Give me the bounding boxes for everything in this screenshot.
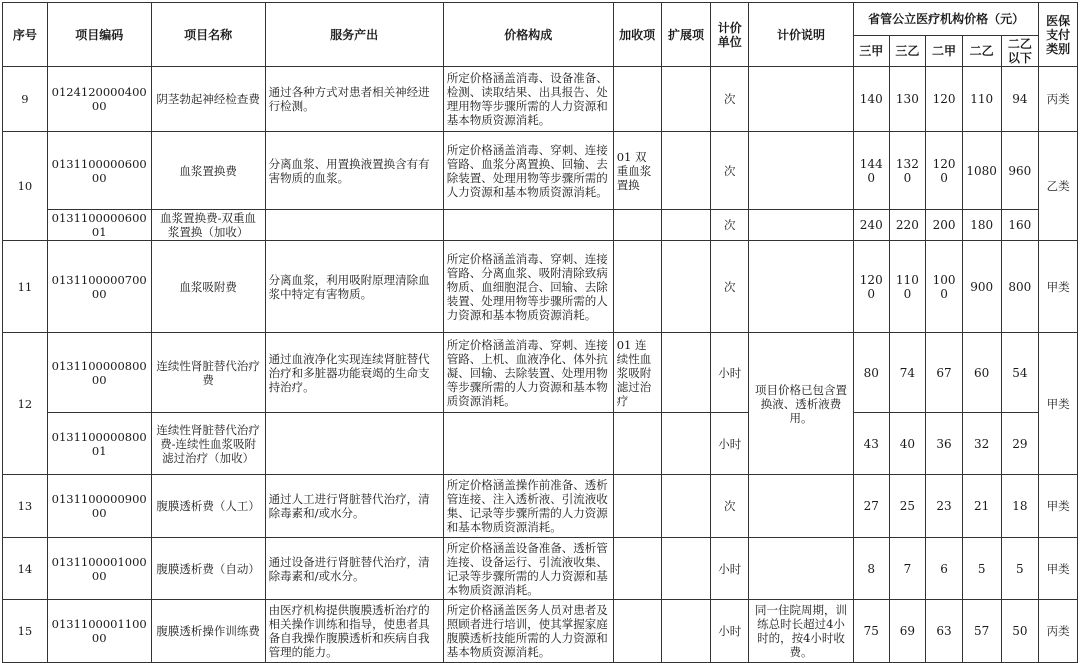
price-table bbox=[2, 2, 1078, 663]
cell-insurance: 丙类 bbox=[1039, 67, 1078, 132]
cell-name: 阴茎勃起神经检查费 bbox=[151, 67, 265, 132]
cell-price: 240 bbox=[853, 210, 889, 241]
cell-seq: 14 bbox=[3, 538, 48, 600]
cell-output: 由医疗机构提供腹膜透析治疗的相关操作训练和指导，使患者具备自我操作腹膜透析和疾病自我管理的能力。 bbox=[265, 600, 443, 663]
cell-extension bbox=[661, 210, 711, 241]
table-row bbox=[3, 210, 1078, 241]
cell-surcharge bbox=[613, 538, 661, 600]
cell-surcharge bbox=[613, 210, 661, 241]
header-level-3: 二甲 bbox=[926, 36, 963, 67]
cell-price: 57 bbox=[962, 600, 1001, 663]
cell-price: 160 bbox=[1001, 210, 1039, 241]
cell-surcharge: 01 连续性血浆吸附滤过治疗 bbox=[613, 333, 661, 413]
cell-price: 36 bbox=[926, 413, 963, 475]
cell-extension bbox=[661, 413, 711, 475]
table-row bbox=[3, 600, 1078, 663]
cell-price: 200 bbox=[926, 210, 963, 241]
cell-price: 63 bbox=[926, 600, 963, 663]
cell-insurance: 甲类 bbox=[1039, 333, 1078, 475]
cell-unit: 次 bbox=[711, 210, 749, 241]
cell-price: 69 bbox=[889, 600, 926, 663]
cell-seq: 15 bbox=[3, 600, 48, 663]
cell-price: 5 bbox=[1001, 538, 1039, 600]
cell-price: 21 bbox=[962, 475, 1001, 538]
cell-price: 40 bbox=[889, 413, 926, 475]
table-row bbox=[3, 241, 1078, 333]
cell-output: 分离血浆，利用吸附原理清除血浆中特定有害物质。 bbox=[265, 241, 443, 333]
header-price-group: 省管公立医疗机构价格（元） bbox=[853, 3, 1038, 36]
cell-price-composition: 所定价格涵盖消毒、设备准备、检测、读取结果、出具报告、处理用物等步骤所需的人力资源和基本物质资源消耗。 bbox=[443, 67, 613, 132]
table-row bbox=[3, 413, 1078, 475]
cell-output: 通过人工进行肾脏替代治疗，清除毒素和/或水分。 bbox=[265, 475, 443, 538]
header-level-5: 二乙以下 bbox=[1001, 36, 1039, 67]
cell-surcharge bbox=[613, 67, 661, 132]
cell-note: 同一住院周期，训练总时长超过4小时的，按4小时收费。 bbox=[749, 600, 854, 663]
cell-price: 960 bbox=[1001, 132, 1039, 210]
cell-price: 80 bbox=[853, 333, 889, 413]
cell-surcharge bbox=[613, 413, 661, 475]
cell-seq: 11 bbox=[3, 241, 48, 333]
header-output: 服务产出 bbox=[265, 3, 443, 67]
cell-code: 013110000060001 bbox=[47, 210, 151, 241]
header-seq: 序号 bbox=[3, 3, 48, 67]
cell-price: 94 bbox=[1001, 67, 1039, 132]
cell-insurance: 甲类 bbox=[1039, 475, 1078, 538]
cell-price: 74 bbox=[889, 333, 926, 413]
header-note: 计价说明 bbox=[749, 3, 854, 67]
cell-price-composition bbox=[443, 413, 613, 475]
header-unit: 计价单位 bbox=[711, 3, 749, 67]
cell-output bbox=[265, 210, 443, 241]
header-name: 项目名称 bbox=[151, 3, 265, 67]
cell-note bbox=[749, 538, 854, 600]
cell-name: 腹膜透析操作训练费 bbox=[151, 600, 265, 663]
cell-price-composition: 所定价格涵盖操作前准备、透析管连接、注入透析液、引流液收集、记录等步骤所需的人力资源和基本物质资源消耗。 bbox=[443, 475, 613, 538]
cell-price: 25 bbox=[889, 475, 926, 538]
cell-note bbox=[749, 241, 854, 333]
cell-surcharge bbox=[613, 600, 661, 663]
cell-code: 013110000080000 bbox=[47, 333, 151, 413]
table-row bbox=[3, 132, 1078, 210]
cell-price: 1100 bbox=[889, 241, 926, 333]
cell-insurance: 乙类 bbox=[1039, 132, 1078, 241]
cell-price: 54 bbox=[1001, 333, 1039, 413]
cell-extension bbox=[661, 538, 711, 600]
cell-note bbox=[749, 132, 854, 210]
header-surcharge: 加收项 bbox=[613, 3, 661, 67]
cell-code: 013110000100000 bbox=[47, 538, 151, 600]
cell-extension bbox=[661, 333, 711, 413]
header-level-1: 三甲 bbox=[853, 36, 889, 67]
cell-surcharge bbox=[613, 475, 661, 538]
cell-price-composition: 所定价格涵盖消毒、穿刺、连接管路、分离血浆、吸附清除致病物质、血细胞混合、回输、去除装置、处理用物等步骤所需的人力资源和基本物质资源消耗。 bbox=[443, 241, 613, 333]
cell-price-composition: 所定价格涵盖医务人员对患者及照顾者进行培训，使其掌握家庭腹膜透析技能所需的人力资源和基本物质资源消耗。 bbox=[443, 600, 613, 663]
cell-price-composition: 所定价格涵盖消毒、穿刺、连接管路、血浆分离置换、回输、去除装置、处理用物等步骤所需的人力资源和基本物质资源消耗。 bbox=[443, 132, 613, 210]
cell-name: 腹膜透析费（自动） bbox=[151, 538, 265, 600]
cell-extension bbox=[661, 241, 711, 333]
table-row bbox=[3, 475, 1078, 538]
cell-price: 140 bbox=[853, 67, 889, 132]
cell-unit: 小时 bbox=[711, 413, 749, 475]
cell-extension bbox=[661, 67, 711, 132]
cell-price: 8 bbox=[853, 538, 889, 600]
cell-price: 800 bbox=[1001, 241, 1039, 333]
cell-output bbox=[265, 413, 443, 475]
cell-price: 1440 bbox=[853, 132, 889, 210]
cell-name: 腹膜透析费（人工） bbox=[151, 475, 265, 538]
cell-price: 110 bbox=[962, 67, 1001, 132]
cell-unit: 次 bbox=[711, 475, 749, 538]
cell-price: 900 bbox=[962, 241, 1001, 333]
cell-price-composition bbox=[443, 210, 613, 241]
cell-price: 18 bbox=[1001, 475, 1039, 538]
cell-seq: 13 bbox=[3, 475, 48, 538]
cell-price: 32 bbox=[962, 413, 1001, 475]
cell-price: 1200 bbox=[853, 241, 889, 333]
cell-price: 1000 bbox=[926, 241, 963, 333]
cell-surcharge bbox=[613, 241, 661, 333]
cell-name: 血浆置换费-双重血浆置换（加收） bbox=[151, 210, 265, 241]
cell-code: 013110000060000 bbox=[47, 132, 151, 210]
table-row bbox=[3, 538, 1078, 600]
header-price-composition: 价格构成 bbox=[443, 3, 613, 67]
header-code: 项目编码 bbox=[47, 3, 151, 67]
cell-name: 连续性肾脏替代治疗费-连续性血浆吸附滤过治疗（加收） bbox=[151, 413, 265, 475]
cell-price: 220 bbox=[889, 210, 926, 241]
cell-note bbox=[749, 67, 854, 132]
cell-code: 012412000040000 bbox=[47, 67, 151, 132]
table-row bbox=[3, 333, 1078, 413]
cell-price: 23 bbox=[926, 475, 963, 538]
cell-name: 连续性肾脏替代治疗费 bbox=[151, 333, 265, 413]
cell-extension bbox=[661, 600, 711, 663]
cell-price: 1200 bbox=[926, 132, 963, 210]
cell-price: 1080 bbox=[962, 132, 1001, 210]
cell-code: 013110000090000 bbox=[47, 475, 151, 538]
header-extension: 扩展项 bbox=[661, 3, 711, 67]
cell-code: 013110000110000 bbox=[47, 600, 151, 663]
cell-unit: 次 bbox=[711, 241, 749, 333]
cell-unit: 小时 bbox=[711, 538, 749, 600]
cell-seq: 10 bbox=[3, 132, 48, 241]
cell-unit: 小时 bbox=[711, 600, 749, 663]
cell-price: 5 bbox=[962, 538, 1001, 600]
cell-insurance: 丙类 bbox=[1039, 600, 1078, 663]
cell-extension bbox=[661, 475, 711, 538]
cell-seq: 12 bbox=[3, 333, 48, 475]
cell-price: 130 bbox=[889, 67, 926, 132]
cell-note bbox=[749, 210, 854, 241]
cell-unit: 次 bbox=[711, 67, 749, 132]
cell-unit: 小时 bbox=[711, 333, 749, 413]
cell-name: 血浆置换费 bbox=[151, 132, 265, 210]
cell-seq: 9 bbox=[3, 67, 48, 132]
cell-price: 50 bbox=[1001, 600, 1039, 663]
cell-surcharge: 01 双重血浆置换 bbox=[613, 132, 661, 210]
cell-price: 29 bbox=[1001, 413, 1039, 475]
cell-code: 013110000080001 bbox=[47, 413, 151, 475]
cell-output: 通过各种方式对患者相关神经进行检测。 bbox=[265, 67, 443, 132]
header-level-2: 三乙 bbox=[889, 36, 926, 67]
cell-price: 67 bbox=[926, 333, 963, 413]
cell-price: 180 bbox=[962, 210, 1001, 241]
cell-output: 分离血浆、用置换液置换含有有害物质的血浆。 bbox=[265, 132, 443, 210]
cell-code: 013110000070000 bbox=[47, 241, 151, 333]
cell-output: 通过设备进行肾脏替代治疗，清除毒素和/或水分。 bbox=[265, 538, 443, 600]
cell-price-composition: 所定价格涵盖消毒、穿刺、连接管路、上机、血液净化、体外抗凝、回输、去除装置、处理用物等步骤所需的人力资源和基本物质资源消耗。 bbox=[443, 333, 613, 413]
cell-note: 项目价格已包含置换液、透析液费用。 bbox=[749, 333, 854, 475]
cell-extension bbox=[661, 132, 711, 210]
cell-price: 1320 bbox=[889, 132, 926, 210]
header-insurance: 医保支付类别 bbox=[1039, 3, 1078, 67]
cell-price: 6 bbox=[926, 538, 963, 600]
cell-price: 60 bbox=[962, 333, 1001, 413]
header-level-4: 二乙 bbox=[962, 36, 1001, 67]
table-row bbox=[3, 67, 1078, 132]
cell-output: 通过血液净化实现连续肾脏替代治疗和多脏器功能衰竭的生命支持治疗。 bbox=[265, 333, 443, 413]
cell-price: 75 bbox=[853, 600, 889, 663]
cell-price: 43 bbox=[853, 413, 889, 475]
cell-note bbox=[749, 475, 854, 538]
cell-insurance: 甲类 bbox=[1039, 241, 1078, 333]
cell-name: 血浆吸附费 bbox=[151, 241, 265, 333]
cell-unit: 次 bbox=[711, 132, 749, 210]
cell-price-composition: 所定价格涵盖设备准备、透析管连接、设备运行、引流液收集、记录等步骤所需的人力资源和基本物质资源消耗。 bbox=[443, 538, 613, 600]
cell-insurance: 甲类 bbox=[1039, 538, 1078, 600]
cell-price: 120 bbox=[926, 67, 963, 132]
cell-price: 7 bbox=[889, 538, 926, 600]
cell-price: 27 bbox=[853, 475, 889, 538]
